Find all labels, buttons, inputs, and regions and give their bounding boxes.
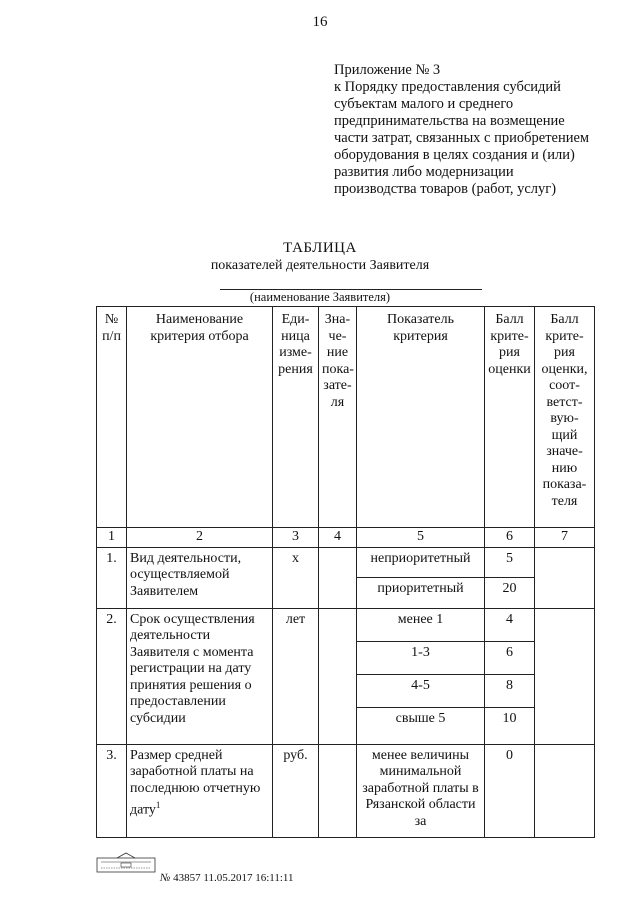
criterion-name-text: Размер средней заработной платы на последнюю отчетную дату xyxy=(130,747,261,818)
column-number: 6 xyxy=(485,528,535,548)
table-row xyxy=(97,744,595,837)
column-number: 5 xyxy=(357,528,485,548)
appendix-line: предпринимательства на возмещение xyxy=(334,113,565,129)
matched-score-cell xyxy=(535,547,595,608)
footnote-marker: 1 xyxy=(155,800,161,810)
appendix-block xyxy=(334,62,624,198)
footer-number-sign: № xyxy=(160,872,171,884)
appendix-line: субъектам малого и среднего xyxy=(334,96,514,112)
header-cell-unit: Еди- ница изме- рения xyxy=(273,307,319,528)
criteria-table xyxy=(96,306,595,838)
applicant-caption: (наименование Заявителя) xyxy=(249,290,391,304)
score-cell: 4 xyxy=(485,608,535,641)
page-number: 16 xyxy=(312,14,328,30)
value-cell xyxy=(319,744,357,837)
column-number: 7 xyxy=(535,528,595,548)
header-cell-criterion: Наименование критерия отбора xyxy=(127,307,273,528)
score-cell: 10 xyxy=(485,707,535,744)
column-number: 4 xyxy=(319,528,357,548)
header-cell-value: Зна- че- ние пока- зате- ля xyxy=(319,307,357,528)
row-number: 1. xyxy=(97,547,127,608)
column-number: 3 xyxy=(273,528,319,548)
matched-score-cell xyxy=(535,744,595,837)
column-number-row xyxy=(97,528,595,548)
appendix-line: оборудования в целях создания и (или) xyxy=(334,147,575,163)
appendix-line: Приложение № 3 xyxy=(334,62,441,78)
indicator-cell: неприоритетный xyxy=(357,547,485,578)
appendix-line: развития либо модернизации xyxy=(334,164,514,180)
column-number: 2 xyxy=(127,528,273,548)
score-cell: 5 xyxy=(485,547,535,578)
table-header-row xyxy=(97,307,595,528)
column-number: 1 xyxy=(97,528,127,548)
unit-cell: лет xyxy=(273,608,319,744)
value-cell xyxy=(319,608,357,744)
table-title: ТАБЛИЦА xyxy=(283,240,357,256)
score-cell: 0 xyxy=(485,744,535,837)
indicator-cell: приоритетный xyxy=(357,578,485,609)
header-cell-number: № п/п xyxy=(97,307,127,528)
row-number: 3. xyxy=(97,744,127,837)
score-cell: 8 xyxy=(485,674,535,707)
matched-score-cell xyxy=(535,608,595,744)
header-cell-indicator: Показатель критерия xyxy=(357,307,485,528)
header-cell-score-matched: Балл крите- рия оценки, соот- ветст- вую- щий значе- нию показа- теля xyxy=(535,307,595,528)
indicator-cell: свыше 5 xyxy=(357,707,485,744)
table-row xyxy=(97,608,595,641)
indicator-cell: менее 1 xyxy=(357,608,485,641)
score-cell: 6 xyxy=(485,641,535,674)
registry-stamp-icon xyxy=(95,852,157,874)
unit-cell: x xyxy=(273,547,319,608)
unit-cell: руб. xyxy=(273,744,319,837)
appendix-line: части затрат, связанных с приобретением xyxy=(334,130,590,146)
value-cell xyxy=(319,547,357,608)
indicator-cell: 1-3 xyxy=(357,641,485,674)
criterion-name xyxy=(127,744,273,837)
header-cell-score: Балл крите- рия оценки xyxy=(485,307,535,528)
criterion-name: Вид деятельности, осуществляемой Заявителем xyxy=(127,547,273,608)
table-subtitle: показателей деятельности Заявителя xyxy=(210,258,430,273)
indicator-cell: 4-5 xyxy=(357,674,485,707)
criterion-name: Срок осуществления деятельности Заявителя с момента регистрации на дату принятия решения о предоставлении субсидии xyxy=(127,608,273,744)
score-cell: 20 xyxy=(485,578,535,609)
indicator-cell: менее величины минимальной заработной платы в Рязанской области за xyxy=(357,744,485,837)
table-row xyxy=(97,547,595,578)
footer-registration-text: 43857 11.05.2017 16:11:11 xyxy=(173,872,294,884)
appendix-line: к Порядку предоставления субсидий xyxy=(334,79,561,95)
row-number: 2. xyxy=(97,608,127,744)
registration-footer xyxy=(160,872,294,884)
appendix-line: производства товаров (работ, услуг) xyxy=(334,181,557,197)
